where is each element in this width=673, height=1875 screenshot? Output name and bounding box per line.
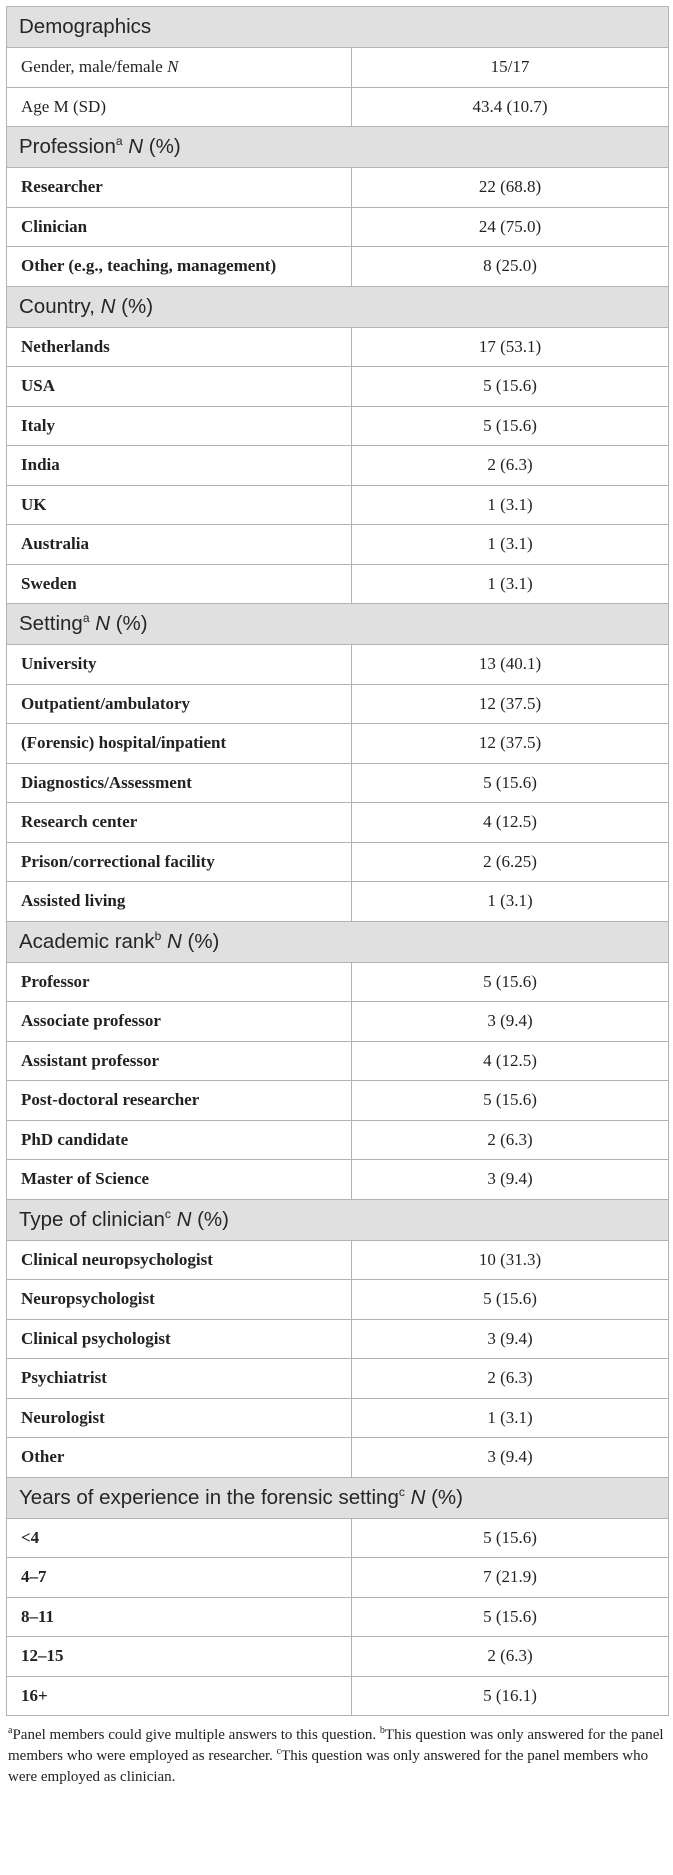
row-label: Outpatient/ambulatory [21,693,191,713]
row-value: 1 (3.1) [352,525,669,565]
row-label-cell [7,1438,352,1478]
section-footnote-marker: c [398,1484,405,1499]
row-label: Netherlands [21,336,110,356]
table-row [7,207,669,247]
row-label-cell [7,525,352,565]
row-label-italic: N [167,57,179,77]
row-label-cell [7,1398,352,1438]
row-value: 10 (31.3) [352,1240,669,1280]
demographics-table [6,6,669,1716]
section-suffix: N (%) [100,294,154,318]
row-label: University [21,654,97,674]
row-value: 5 (15.6) [352,962,669,1002]
row-label: Italy [21,415,55,435]
table-row [7,367,669,407]
row-label-cell [7,168,352,208]
table-row [7,485,669,525]
table-row [7,168,669,208]
row-value: 3 (9.4) [352,1438,669,1478]
row-label-cell [7,842,352,882]
row-label: Master of Science [21,1169,150,1189]
section-footnote-marker: a [82,611,90,626]
row-label: <4 [21,1527,40,1547]
row-value: 8 (25.0) [352,247,669,287]
row-value: 22 (68.8) [352,168,669,208]
row-label-cell [7,446,352,486]
row-label-cell [7,882,352,922]
table-row [7,446,669,486]
row-label-cell [7,367,352,407]
section-suffix: N (%) [176,1207,229,1231]
row-label-cell [7,724,352,764]
row-label: 16+ [21,1685,48,1705]
table-row [7,1438,669,1478]
row-value: 1 (3.1) [352,1398,669,1438]
row-value: 5 (15.6) [352,1597,669,1637]
table-row [7,724,669,764]
row-value: 2 (6.3) [352,1637,669,1677]
row-label-cell [7,406,352,446]
section-header-row [7,921,669,962]
row-label: Neurologist [21,1407,105,1427]
section-footnote-marker: b [154,928,162,943]
row-value: 5 (16.1) [352,1676,669,1716]
section-title: Type of clinician [19,1207,165,1231]
row-value: 7 (21.9) [352,1558,669,1598]
demographics-table-figure [6,6,668,1788]
row-value: 12 (37.5) [352,684,669,724]
row-value: 1 (3.1) [352,485,669,525]
section-title: Academic rank [19,929,155,953]
row-label: Clinical neuropsychologist [21,1249,213,1269]
table-row [7,763,669,803]
row-label: 8–11 [21,1606,55,1626]
row-label: Gender, male/female [21,57,168,77]
footnote-text: This question was only answered for the panel members who were employed as clinician. [8,1748,649,1785]
table-row [7,842,669,882]
section-header [7,127,669,168]
section-header [7,921,669,962]
row-label-cell [7,684,352,724]
table-row [7,1359,669,1399]
row-value: 4 (12.5) [352,1041,669,1081]
row-value: 3 (9.4) [352,1319,669,1359]
table-row [7,564,669,604]
row-label-cell [7,485,352,525]
row-value: 5 (15.6) [352,763,669,803]
row-label-cell [7,645,352,685]
row-label: Researcher [21,177,103,197]
section-title: Years of experience in the forensic setting [19,1485,399,1509]
row-value: 2 (6.3) [352,1359,669,1399]
section-header-row [7,7,669,48]
section-title: Profession [19,135,116,158]
row-label: Assisted living [21,891,126,911]
table-row [7,684,669,724]
section-suffix: N (%) [95,612,148,635]
row-label-cell [7,1240,352,1280]
row-value: 1 (3.1) [352,564,669,604]
section-title: Setting [19,612,83,635]
section-footnote-marker: a [115,134,123,149]
row-label: Psychiatrist [21,1368,107,1388]
row-label: Other [21,1447,65,1467]
section-header-row [7,604,669,645]
row-value: 5 (15.6) [352,367,669,407]
section-header [7,286,669,327]
row-label: Sweden [21,573,77,593]
row-value: 2 (6.25) [352,842,669,882]
table-row [7,1280,669,1320]
table-row [7,1558,669,1598]
row-value: 24 (75.0) [352,207,669,247]
table-row [7,1319,669,1359]
section-footnote-marker: c [164,1206,171,1221]
row-label: Research center [21,812,138,832]
row-label-cell [7,1518,352,1558]
row-label: Assistant professor [21,1050,160,1070]
table-row [7,1597,669,1637]
table-row [7,962,669,1002]
row-label: Professor [21,971,90,991]
row-value: 1 (3.1) [352,882,669,922]
table-row [7,1240,669,1280]
row-value: 2 (6.3) [352,446,669,486]
section-header [7,7,669,48]
footnote-marker: a [8,1725,13,1736]
row-value: 5 (15.6) [352,1280,669,1320]
table-row [7,406,669,446]
table-row [7,1041,669,1081]
row-value: 5 (15.6) [352,406,669,446]
row-label-cell [7,803,352,843]
row-label-cell [7,1676,352,1716]
row-label: Australia [21,534,89,554]
row-value: 13 (40.1) [352,645,669,685]
row-label-cell [7,1558,352,1598]
row-label-cell [7,327,352,367]
row-value: 43.4 (10.7) [352,87,669,127]
row-label: India [21,455,60,475]
row-label: PhD candidate [21,1129,129,1149]
row-label-cell [7,87,352,127]
footnote-text: This question was only answered for the panel members who were employed as researcher. [8,1727,664,1764]
section-header-row [7,127,669,168]
table-row [7,327,669,367]
table-row [7,1676,669,1716]
row-value: 17 (53.1) [352,327,669,367]
section-header-row [7,1199,669,1240]
section-header [7,1199,669,1240]
table-row [7,87,669,127]
section-suffix: N (%) [166,929,220,953]
row-label-cell [7,1041,352,1081]
table-row [7,247,669,287]
row-label: Post-doctoral researcher [21,1090,200,1110]
row-label-cell [7,1359,352,1399]
row-label-cell [7,1637,352,1677]
section-suffix: N (%) [128,135,181,158]
table-row [7,1120,669,1160]
row-label: Prison/correctional facility [21,851,215,871]
table-row [7,1002,669,1042]
row-label-cell [7,247,352,287]
footnote-marker: b [379,1725,385,1736]
table-row [7,1398,669,1438]
row-label: Other (e.g., teaching, management) [21,256,277,276]
row-label: UK [21,494,47,514]
table-row [7,1637,669,1677]
table-row [7,525,669,565]
row-value: 5 (15.6) [352,1518,669,1558]
section-header [7,604,669,645]
table-row [7,803,669,843]
section-header [7,1477,669,1518]
row-label: Diagnostics/Assessment [21,772,192,792]
row-label: Neuropsychologist [21,1289,155,1309]
row-label: (Forensic) hospital/inpatient [21,733,227,753]
table-row [7,645,669,685]
row-value: 15/17 [352,48,669,88]
row-label-cell [7,1280,352,1320]
section-title: Demographics [19,15,152,38]
row-label-cell [7,207,352,247]
table-row [7,1160,669,1200]
row-label-cell [7,1120,352,1160]
row-label-cell [7,1319,352,1359]
row-value: 3 (9.4) [352,1160,669,1200]
row-label-cell [7,1081,352,1121]
row-label-cell [7,1002,352,1042]
row-label-cell [7,48,352,88]
table-footnotes [6,1716,668,1788]
row-label: Clinical psychologist [21,1328,171,1348]
row-value: 5 (15.6) [352,1081,669,1121]
row-label-cell [7,564,352,604]
section-title: Country, [19,294,101,318]
section-header-row [7,1477,669,1518]
row-label: Clinician [21,216,88,236]
table-row [7,48,669,88]
table-row [7,1518,669,1558]
row-label: Age M (SD) [21,96,106,116]
row-label: 12–15 [21,1646,64,1666]
footnote-text: Panel members could give multiple answers to this question. [12,1727,380,1743]
row-label: Associate professor [21,1011,161,1031]
row-label: 4–7 [21,1567,47,1587]
section-header-row [7,286,669,327]
row-label: USA [21,376,56,396]
row-value: 3 (9.4) [352,1002,669,1042]
row-label-cell [7,1597,352,1637]
row-value: 12 (37.5) [352,724,669,764]
section-suffix: N (%) [410,1485,463,1509]
row-value: 4 (12.5) [352,803,669,843]
row-label-cell [7,1160,352,1200]
footnote-marker: c [276,1746,282,1757]
table-row [7,1081,669,1121]
table-row [7,882,669,922]
row-label-cell [7,763,352,803]
row-value: 2 (6.3) [352,1120,669,1160]
row-label-cell [7,962,352,1002]
